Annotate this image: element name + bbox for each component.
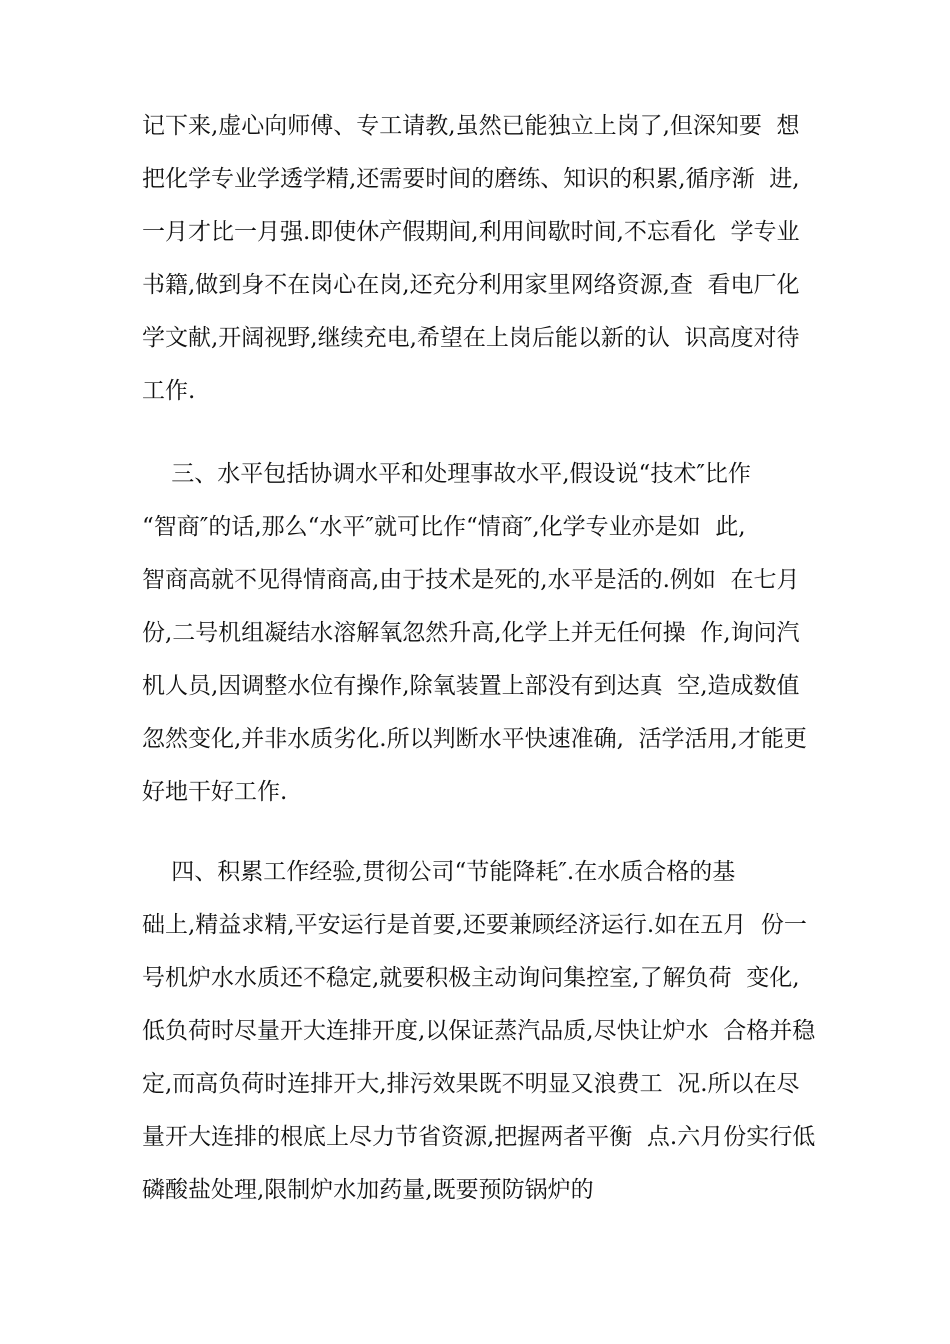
paragraph-3 <box>142 846 822 1217</box>
text-line: 一月才比一月强.即使休产假期间,利用间歇时间,不忘看化 学专业 <box>142 219 800 245</box>
text-line: 磷酸盐处理,限制炉水加药量,既要预防锅炉的 <box>142 1177 594 1203</box>
text-line: 础上,精益求精,平安运行是首要,还要兼顾经济运行.如在五月 份一 <box>142 912 807 938</box>
text-line: 份,二号机组凝结水溶解氧忽然升高,化学上并无任何操 作,询问汽 <box>142 620 800 646</box>
text-line: 好地干好工作. <box>142 779 288 805</box>
text-line: 四、积累工作经验,贯彻公司“节能降耗″.在水质合格的基 <box>142 859 736 885</box>
text-line: 记下来,虚心向师傅、专工请教,虽然已能独立上岗了,但深知要 想 <box>142 113 800 139</box>
text-line: 把化学专业学透学精,还需要时间的磨练、知识的积累,循序渐 进, <box>142 166 800 192</box>
text-line: 机人员,因调整水位有操作,除氧装置上部没有到达真 空,造成数值 <box>142 673 800 699</box>
text-line: 号机炉水水质还不稳定,就要积极主动询问集控室,了解负荷 变化, <box>142 965 800 991</box>
text-line: 书籍,做到身不在岗心在岗,还充分利用家里网络资源,查 看电厂化 <box>142 272 800 298</box>
text-line: 量开大连排的根底上尽力节省资源,把握两者平衡 点.六月份实行低 <box>142 1124 816 1150</box>
text-line: “智商″的话,那么“水平″就可比作“情商″,化学专业亦是如 此, <box>142 514 746 540</box>
text-line: 学文献,开阔视野,继续充电,希望在上岗后能以新的认 识高度对待 <box>142 325 800 351</box>
text-line: 忽然变化,并非水质劣化.所以判断水平快速准确, 活学活用,才能更 <box>142 726 807 752</box>
text-line: 工作. <box>142 378 196 404</box>
text-line: 低负荷时尽量开大连排开度,以保证蒸汽品质,尽快让炉水 合格并稳 <box>142 1018 816 1044</box>
text-line: 定,而高负荷时连排开大,排污效果既不明显又浪费工 况.所以在尽 <box>142 1071 800 1097</box>
text-line: 智商高就不见得情商高,由于技术是死的,水平是活的.例如 在七月 <box>142 567 800 593</box>
paragraph-1 <box>142 100 822 418</box>
text-line: 三、水平包括协调水平和处理事故水平,假设说“技术″比作 <box>142 461 751 487</box>
paragraph-2 <box>142 448 822 819</box>
